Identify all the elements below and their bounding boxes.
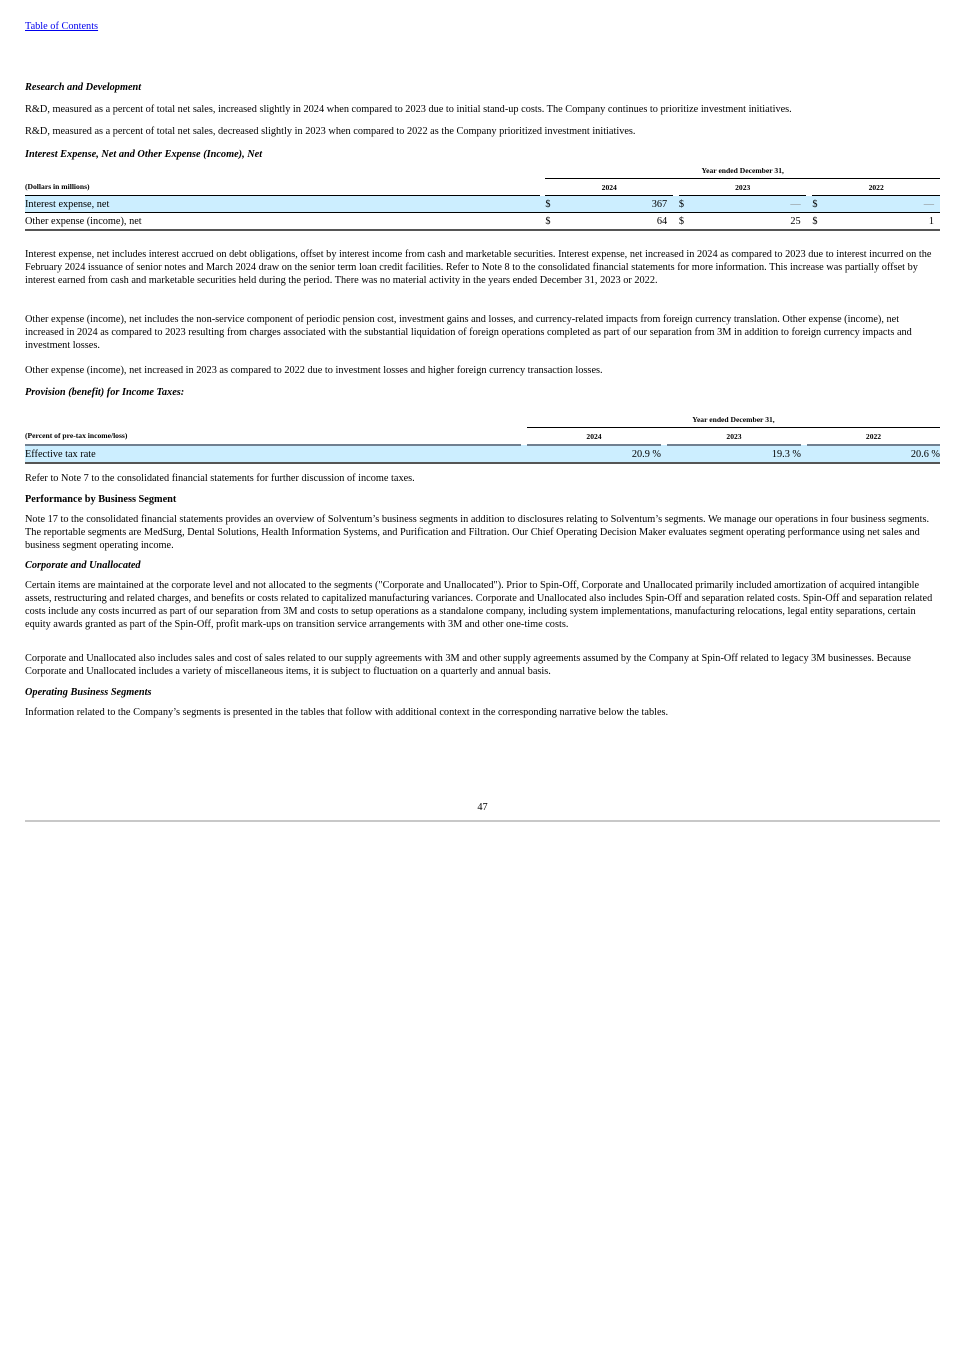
operating-paragraph-1: Information related to the Company’s segments is presented in the tables that follow with additional context in the corresponding narrative below the tables.	[25, 707, 669, 718]
year-header: 2023	[667, 428, 801, 446]
table-of-contents-link[interactable]: Table of Contents	[25, 21, 99, 32]
cell-value: 20.6 %	[807, 445, 940, 463]
interest-paragraph-3: Other expense (income), net increased in 2023 as compared to 2022 due to investment losses and higher foreign currency transaction losses.	[25, 365, 603, 376]
year-header: 2024	[527, 428, 661, 446]
page-divider	[25, 820, 940, 822]
row-label: Other expense (income), net	[25, 213, 540, 231]
table-row	[25, 196, 940, 213]
operating-heading: Operating Business Segments	[25, 687, 152, 698]
unit-label: (Percent of pre-tax income/loss)	[25, 428, 521, 446]
table-row	[25, 445, 940, 463]
rd-paragraph-2: R&D, measured as a percent of total net sales, decreased slightly in 2023 when compared to 2022 as the Company prioritized investment initiatives.	[25, 126, 636, 137]
interest-expense-table	[25, 162, 940, 231]
period-header: Year ended December 31,	[545, 162, 940, 179]
currency-symbol: $	[545, 196, 557, 213]
cell-value: —	[691, 196, 801, 213]
currency-symbol: $	[812, 213, 824, 231]
table-row	[25, 213, 940, 231]
currency-symbol: $	[679, 213, 691, 231]
rd-section	[25, 81, 940, 94]
row-label: Interest expense, net	[25, 196, 540, 213]
period-header: Year ended December 31,	[527, 411, 940, 428]
interest-paragraph-1: Interest expense, net includes interest accrued on debt obligations, offset by interest income from cash and marketable securities. Interest expense, net increased in 2024 as compared to 2023 due to interest incurred on the February 2024 issuance of senior notes and March 2024 draw on the senior term loan credit facilities. Refer to Note 8 to the consolidated financial statements for more information. This increase was partially offset by interest earned from cash and marketable securities held during the period. There was no material activity in the years ended December 31, 2023 or 2022.	[25, 249, 932, 286]
year-header: 2024	[545, 179, 673, 196]
interest-paragraph-2: Other expense (income), net includes the non-service component of periodic pension cost, investment gains and losses, and currency-related impacts from foreign currency translation. Other expense (income), net increased in 2024 as compared to 2023 resulting from charges associated with the substantial liquidation of foreign operations completed as part of our separation from 3M in addition to foreign currency impacts and investment losses.	[25, 314, 912, 351]
row-label: Effective tax rate	[25, 445, 521, 463]
corporate-heading: Corporate and Unallocated	[25, 560, 141, 571]
cell-value: —	[824, 196, 934, 213]
cell-value: 367	[557, 196, 667, 213]
unit-label: (Dollars in millions)	[25, 179, 540, 196]
year-header: 2022	[812, 179, 940, 196]
cell-value: 1	[824, 213, 934, 231]
corporate-paragraph-1: Certain items are maintained at the corporate level and not allocated to the segments ("Corporate and Unallocated"). Prior to Spin-Off, Corporate and Unallocated primarily included amortization of acquired intangible assets, restructuring and related charges, and benefits or costs related to capitalized manufacturing variances. Corporate and Unallocated also includes Spin-Off and separation related costs. Spin-Off and separation related costs include any costs incurred as part of our separation from 3M and costs to setup operations as a standalone company, including system implementations, manufacturing relocations, legal entity separations, certain equity awards granted as part of the Spin-Off, profit mark-ups on transition service arrangements with 3M and other one-time costs.	[25, 580, 933, 630]
rd-paragraph-1: R&D, measured as a percent of total net sales, increased slightly in 2024 when compared to 2023 due to initial stand-up costs. The Company continues to prioritize investment initiatives.	[25, 104, 792, 115]
page-number: 47	[477, 802, 488, 813]
segment-heading: Performance by Business Segment	[25, 494, 177, 505]
year-header: 2023	[679, 179, 807, 196]
year-header: 2022	[807, 428, 940, 446]
cell-value: 64	[557, 213, 667, 231]
currency-symbol: $	[812, 196, 824, 213]
tax-heading: Provision (benefit) for Income Taxes:	[25, 387, 185, 398]
cell-value: 19.3 %	[667, 445, 801, 463]
rd-heading: Research and Development	[25, 82, 142, 93]
cell-value: 25	[691, 213, 801, 231]
effective-tax-rate-table	[25, 411, 940, 464]
cell-value: 20.9 %	[527, 445, 661, 463]
segment-paragraph-1: Note 17 to the consolidated financial statements provides an overview of Solventum’s business segments in addition to disclosures relating to Solventum’s segments. We manage our operations in four business segments. The reportable segments are MedSurg, Dental Solutions, Health Information Systems, and Purification and Filtration. Our Chief Operating Decision Maker evaluates segment operating performance using net sales and business segment operating income.	[25, 514, 930, 551]
currency-symbol: $	[679, 196, 691, 213]
interest-heading: Interest Expense, Net and Other Expense (Income), Net	[25, 149, 263, 160]
currency-symbol: $	[545, 213, 557, 231]
corporate-paragraph-2: Corporate and Unallocated also includes sales and cost of sales related to our supply agreements with 3M and other supply agreements assumed by the Company at Spin-Off related to legacy 3M businesses. Because Corporate and Unallocated includes a variety of miscellaneous items, it is subject to fluctuation on a quarterly and annual basis.	[25, 653, 911, 677]
tax-paragraph-1: Refer to Note 7 to the consolidated financial statements for further discussion of income taxes.	[25, 473, 415, 484]
